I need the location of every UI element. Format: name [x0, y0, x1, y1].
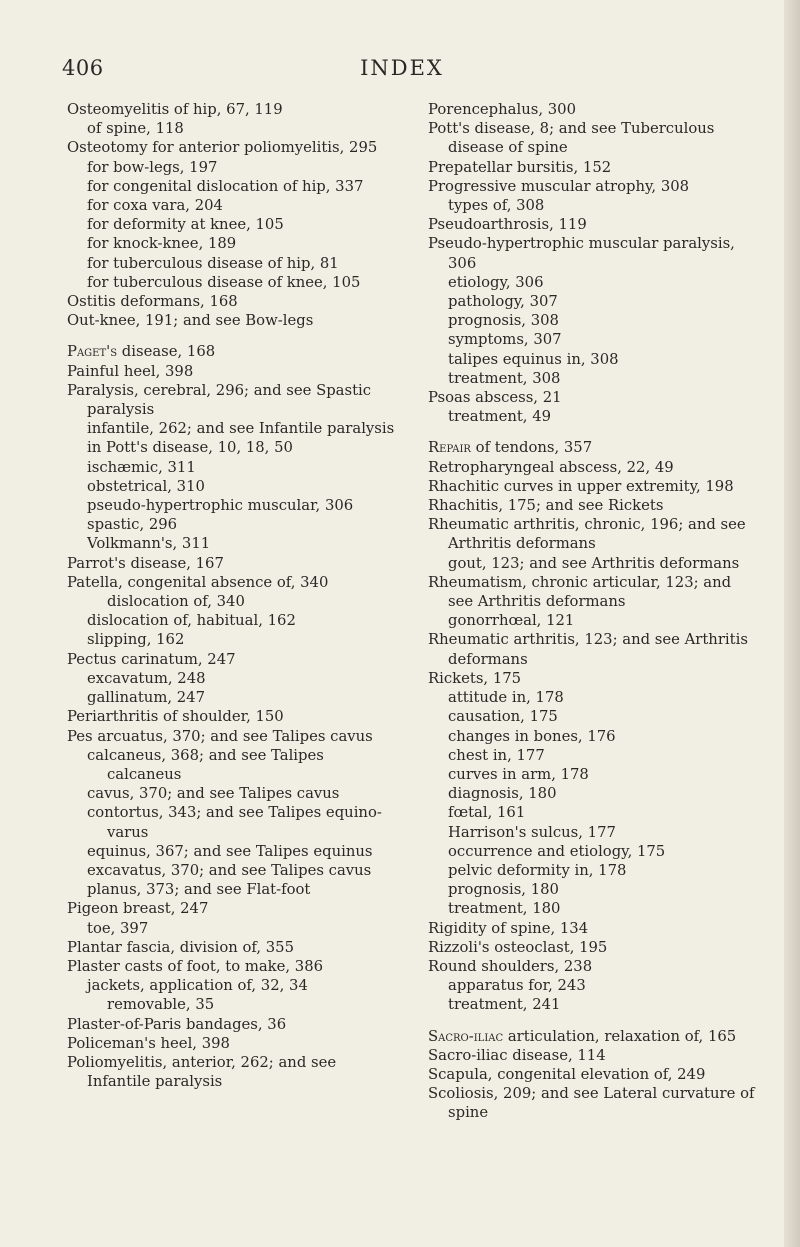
index-entry-text: for tuberculous disease of knee, 105 — [87, 273, 361, 291]
index-column-left — [67, 100, 397, 1091]
index-entry — [67, 215, 397, 234]
index-entry — [67, 899, 397, 918]
index-entry — [428, 573, 756, 611]
index-entry — [428, 177, 756, 196]
index-entry-text: gout, 123; and see Arthritis deformans — [448, 554, 740, 572]
index-entry — [67, 496, 397, 515]
index-entry-text: equinus, 367; and see Talipes equinus — [87, 842, 373, 860]
index-entry-text: for deformity at knee, 105 — [87, 216, 284, 234]
index-entry-text: for tuberculous disease of hip, 81 — [87, 254, 339, 272]
index-entry-text: Harrison's sulcus, 177 — [448, 823, 616, 841]
index-entry-text: infantile, 262; and see Infantile paralysis — [87, 420, 395, 438]
index-entry — [428, 938, 756, 957]
index-entry-text: removable, 35 — [107, 996, 215, 1014]
index-entry-text: Pes arcuatus, 370; and see Talipes cavus — [67, 727, 373, 745]
index-entry-text: prognosis, 308 — [448, 312, 559, 330]
index-entry-text: talipes equinus in, 308 — [448, 350, 619, 368]
index-entry-text: planus, 373; and see Flat-foot — [87, 881, 311, 899]
index-entry-text: pelvic deformity in, 178 — [448, 861, 627, 879]
index-entry-text: disease, 168 — [117, 343, 216, 361]
index-entry-text: Parrot's disease, 167 — [67, 554, 224, 572]
index-entry — [428, 100, 756, 119]
index-entry — [67, 234, 397, 253]
index-entry — [67, 746, 397, 784]
index-entry — [67, 177, 397, 196]
index-entry — [428, 350, 756, 369]
index-entry-lead: Sacro-iliac — [428, 1027, 504, 1045]
index-entry-text: diagnosis, 180 — [448, 785, 557, 803]
index-entry-text: Scoliosis, 209; and see Lateral curvature of spine — [428, 1085, 755, 1122]
index-entry — [428, 746, 756, 765]
page-number: 406 — [62, 56, 104, 80]
index-entry-text: gallinatum, 247 — [87, 689, 205, 707]
index-entry — [67, 957, 397, 976]
index-entry — [67, 784, 397, 803]
index-entry-lead: Repair — [428, 439, 471, 457]
index-entry-text: Ostitis deformans, 168 — [67, 293, 238, 311]
index-entry-text: curves in arm, 178 — [448, 765, 589, 783]
index-entry-text: Pott's disease, 8; and see Tuberculous disease of spine — [428, 120, 715, 157]
page-title: INDEX — [360, 56, 444, 80]
index-entry-text: treatment, 241 — [448, 996, 561, 1014]
index-entry — [67, 707, 397, 726]
index-entry — [428, 477, 756, 496]
index-entry — [67, 938, 397, 957]
index-entry-text: Out-knee, 191; and see Bow-legs — [67, 312, 314, 330]
index-entry — [428, 554, 756, 573]
index-entry-text: cavus, 370; and see Talipes cavus — [87, 785, 340, 803]
index-entry — [67, 362, 397, 381]
index-entry — [67, 803, 397, 841]
index-entry — [428, 215, 756, 234]
index-entry-text: in Pott's disease, 10, 18, 50 — [87, 439, 293, 457]
index-entry-text: Progressive muscular atrophy, 308 — [428, 177, 690, 195]
index-entry — [67, 1053, 397, 1091]
index-entry-text: Plantar fascia, division of, 355 — [67, 938, 294, 956]
index-entry-text: Policeman's heel, 398 — [67, 1034, 230, 1052]
index-entry-text: calcaneus, 368; and see Talipes calcaneus — [87, 746, 324, 783]
index-entry — [67, 861, 397, 880]
index-entry — [428, 823, 756, 842]
index-entry — [67, 842, 397, 861]
index-entry-text: excavatum, 248 — [87, 669, 206, 687]
index-entry — [67, 727, 397, 746]
index-entry — [428, 630, 756, 668]
index-entry-text: Patella, congenital absence of, 340 — [67, 573, 329, 591]
index-entry — [67, 342, 397, 361]
index-entry — [428, 976, 756, 995]
index-entry-text: pseudo-hypertrophic muscular, 306 — [87, 497, 354, 515]
index-entry — [67, 273, 397, 292]
index-entry-text: changes in bones, 176 — [448, 727, 616, 745]
index-entry-text: symptoms, 307 — [448, 331, 562, 349]
index-entry-text: Pectus carinatum, 247 — [67, 650, 236, 668]
index-entry-text: jackets, application of, 32, 34 — [87, 977, 308, 995]
index-entry-text: Pseudo-hypertrophic muscular paralysis, 306 — [428, 235, 735, 272]
page-edge — [784, 0, 800, 1247]
index-entry-text: types of, 308 — [448, 197, 545, 215]
index-entry — [428, 688, 756, 707]
index-entry-text: apparatus for, 243 — [448, 977, 586, 995]
index-entry-text: Plaster-of-Paris bandages, 36 — [67, 1015, 287, 1033]
index-entry-text: contortus, 343; and see Talipes equino-varus — [87, 804, 382, 841]
index-entry-text: Periarthritis of shoulder, 150 — [67, 708, 284, 726]
index-entry-text: Porencephalus, 300 — [428, 101, 576, 118]
index-entry — [428, 438, 756, 457]
index-entry — [428, 158, 756, 177]
index-entry-text: occurrence and etiology, 175 — [448, 842, 666, 860]
index-entry — [428, 803, 756, 822]
index-entry — [428, 842, 756, 861]
index-entry — [67, 292, 397, 311]
index-entry — [67, 534, 397, 553]
index-entry-text: dislocation of, habitual, 162 — [87, 612, 296, 630]
index-entry-text: Round shoulders, 238 — [428, 957, 593, 975]
index-entry-text: treatment, 49 — [448, 408, 552, 426]
index-entry-text: causation, 175 — [448, 708, 558, 726]
index-entry — [67, 515, 397, 534]
index-entry-text: etiology, 306 — [448, 273, 544, 291]
index-entry — [67, 592, 397, 611]
index-entry-text: Volkmann's, 311 — [87, 535, 211, 553]
index-column-right — [428, 100, 756, 1123]
index-entry-text: Rhachitic curves in upper extremity, 198 — [428, 477, 734, 495]
index-entry — [428, 669, 756, 688]
index-entry — [67, 477, 397, 496]
index-entry-text: pathology, 307 — [448, 293, 558, 311]
index-entry-text: attitude in, 178 — [448, 689, 564, 707]
index-entry-text: Rickets, 175 — [428, 669, 522, 687]
index-entry — [428, 707, 756, 726]
index-entry-text: treatment, 180 — [448, 900, 561, 918]
index-entry — [67, 976, 397, 995]
index-entry-text: Rigidity of spine, 134 — [428, 919, 589, 937]
index-entry-text: Prepatellar bursitis, 152 — [428, 158, 612, 176]
index-entry-text: slipping, 162 — [87, 631, 185, 649]
index-entry-text: Osteomyelitis of hip, 67, 119 — [67, 101, 283, 118]
index-entry — [67, 138, 397, 157]
index-entry — [428, 1084, 756, 1122]
index-entry-text: for coxa vara, 204 — [87, 197, 223, 215]
index-entry — [67, 311, 397, 330]
index-entry — [67, 458, 397, 477]
index-entry-text: Rheumatism, chronic articular, 123; and see Arthritis deformans — [428, 573, 732, 611]
index-entry — [67, 1034, 397, 1053]
index-entry-text: chest in, 177 — [448, 746, 545, 764]
index-entry — [67, 381, 397, 419]
index-entry — [67, 688, 397, 707]
index-entry — [428, 330, 756, 349]
index-entry — [67, 119, 397, 138]
index-entry-text: Rheumatic arthritis, chronic, 196; and see Arthritis deformans — [428, 516, 746, 553]
index-entry — [428, 458, 756, 477]
index-entry — [428, 765, 756, 784]
index-entry — [428, 1065, 756, 1084]
index-entry — [428, 784, 756, 803]
index-entry — [67, 196, 397, 215]
index-entry — [428, 957, 756, 976]
index-entry-text: Osteotomy for anterior poliomyelitis, 295 — [67, 139, 378, 157]
index-entry — [428, 234, 756, 272]
index-entry-text: Painful heel, 398 — [67, 362, 194, 380]
page-header — [62, 56, 742, 86]
index-entry — [428, 196, 756, 215]
index-entry-text: of tendons, 357 — [470, 439, 593, 457]
index-entry — [428, 119, 756, 157]
index-entry — [67, 419, 397, 438]
index-entry — [67, 438, 397, 457]
index-entry-text: gonorrhœal, 121 — [448, 612, 575, 630]
index-entry-text: Pseudoarthrosis, 119 — [428, 216, 587, 234]
index-entry — [67, 630, 397, 649]
index-entry-text: dislocation of, 340 — [107, 593, 245, 611]
index-entry — [428, 611, 756, 630]
index-entry-text: Scapula, congenital elevation of, 249 — [428, 1065, 706, 1083]
index-entry-text: Rheumatic arthritis, 123; and see Arthritis deformans — [428, 631, 748, 668]
index-entry-text: for knock-knee, 189 — [87, 235, 237, 253]
index-entry-text: Rhachitis, 175; and see Rickets — [428, 497, 664, 515]
index-entry — [428, 388, 756, 407]
index-entry — [428, 919, 756, 938]
index-entry — [428, 311, 756, 330]
index-entry-text: obstetrical, 310 — [87, 477, 205, 495]
index-entry — [428, 407, 756, 426]
index-entry — [67, 1015, 397, 1034]
index-entry — [428, 292, 756, 311]
index-entry-text: of spine, 118 — [87, 120, 184, 138]
index-entry — [67, 100, 397, 119]
index-entry — [67, 554, 397, 573]
index-entry — [67, 611, 397, 630]
index-entry-lead: Paget's — [67, 343, 118, 361]
index-entry-text: spastic, 296 — [87, 516, 178, 534]
index-entry-text: Paralysis, cerebral, 296; and see Spastic paralysis — [67, 381, 372, 419]
index-entry — [67, 669, 397, 688]
index-entry-text: for congenital dislocation of hip, 337 — [87, 177, 364, 195]
index-entry — [67, 919, 397, 938]
index-entry-text: treatment, 308 — [448, 369, 561, 387]
index-entry — [67, 880, 397, 899]
index-entry — [428, 995, 756, 1014]
index-entry — [428, 496, 756, 515]
index-entry-text: Plaster casts of foot, to make, 386 — [67, 957, 324, 975]
index-entry-text: Psoas abscess, 21 — [428, 389, 562, 407]
index-entry — [67, 158, 397, 177]
index-entry — [428, 369, 756, 388]
index-entry-text: Sacro-iliac disease, 114 — [428, 1046, 606, 1064]
index-entry — [428, 273, 756, 292]
index-entry-text: excavatus, 370; and see Talipes cavus — [87, 861, 372, 879]
index-entry-text: Pigeon breast, 247 — [67, 900, 209, 918]
index-entry — [67, 650, 397, 669]
index-entry-text: articulation, relaxation of, 165 — [503, 1027, 737, 1045]
index-entry — [67, 573, 397, 592]
index-entry-text: prognosis, 180 — [448, 881, 559, 899]
index-entry — [428, 1046, 756, 1065]
index-entry — [428, 861, 756, 880]
index-entry — [428, 1027, 756, 1046]
index-entry — [428, 880, 756, 899]
index-entry — [428, 727, 756, 746]
index-entry-text: Poliomyelitis, anterior, 262; and see Infantile paralysis — [67, 1053, 337, 1091]
index-entry-text: Rizzoli's osteoclast, 195 — [428, 938, 608, 956]
index-entry-text: for bow-legs, 197 — [87, 158, 218, 176]
index-entry — [67, 254, 397, 273]
index-entry — [428, 515, 756, 553]
index-entry-text: ischæmic, 311 — [87, 458, 196, 476]
index-entry — [428, 899, 756, 918]
index-entry-text: fœtal, 161 — [448, 804, 526, 822]
index-entry-text: toe, 397 — [87, 919, 149, 937]
index-entry-text: Retropharyngeal abscess, 22, 49 — [428, 458, 674, 476]
index-entry — [67, 995, 397, 1014]
